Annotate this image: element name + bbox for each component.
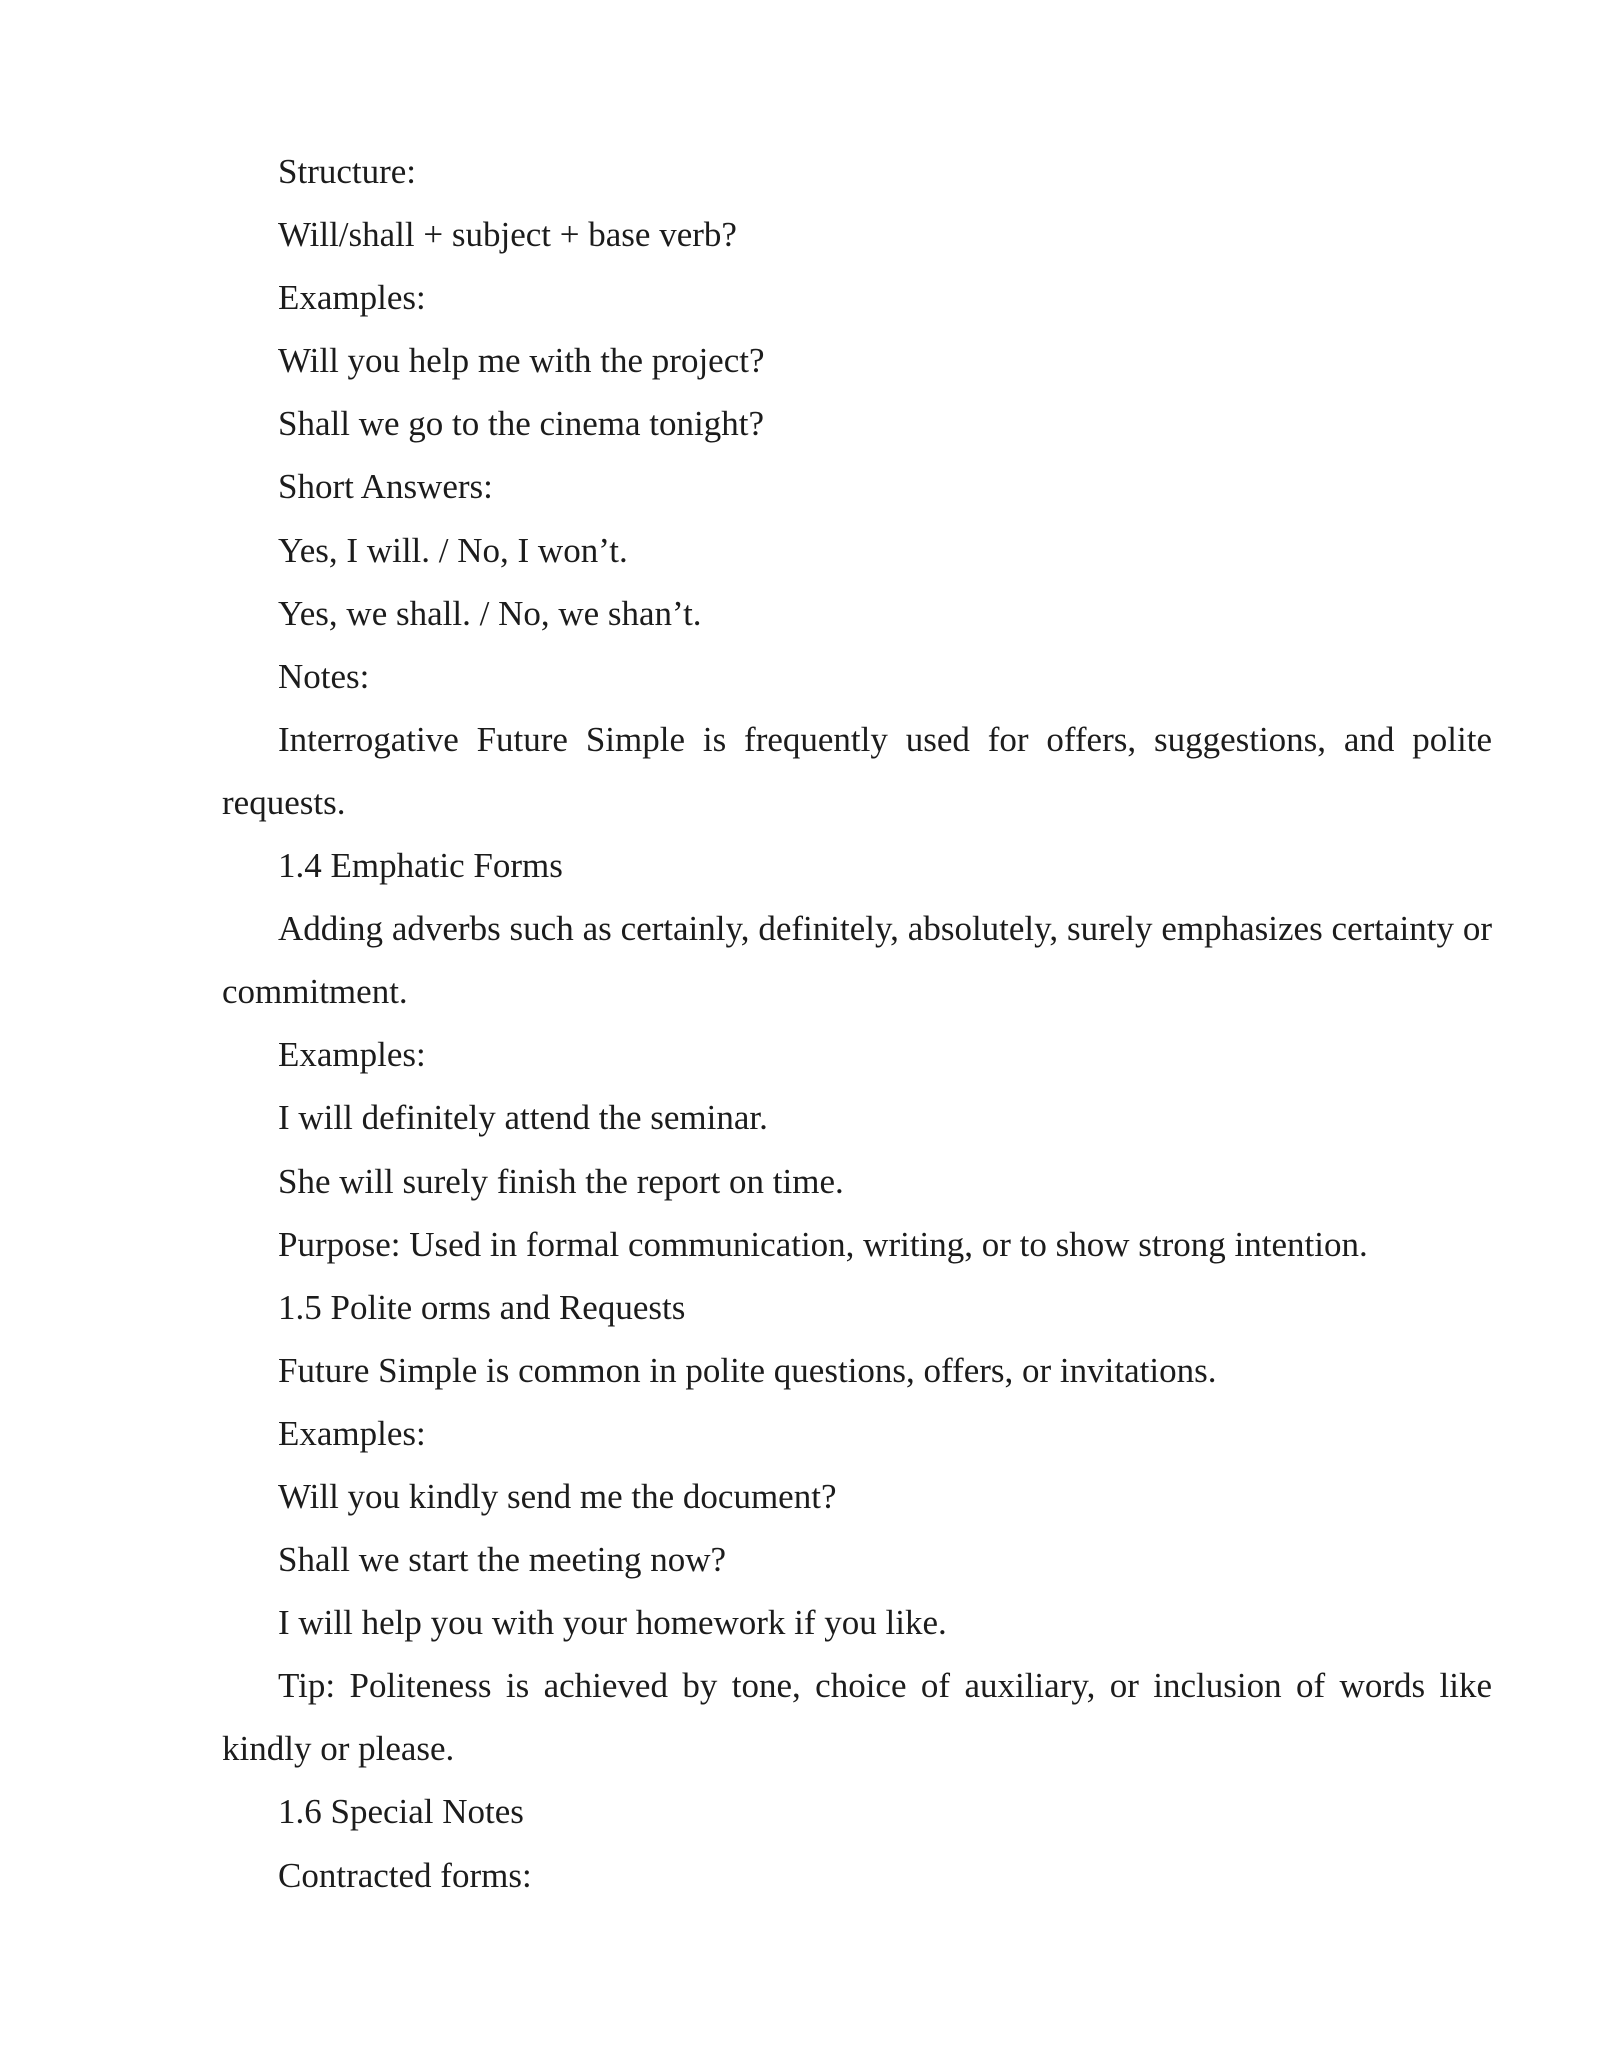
label-contracted-forms: Contracted forms: (278, 1855, 532, 1895)
section-heading: 1.6 Special Notes (278, 1792, 524, 1832)
section-heading: 1.5 Polite orms and Requests (278, 1287, 686, 1327)
label-examples: Examples: (278, 1035, 426, 1075)
section-heading: 1.4 Emphatic Forms (278, 846, 563, 886)
short-answer: Yes, we shall. / No, we shan’t. (278, 593, 702, 633)
tip-paragraph: Tip: Politeness is achieved by tone, choice of auxiliary, or inclusion of words like kindly or please. (222, 1666, 1492, 1769)
example-sentence: I will help you with your homework if you like. (278, 1603, 947, 1643)
example-sentence: I will definitely attend the seminar. (278, 1098, 768, 1138)
example-sentence: Will you kindly send me the document? (278, 1476, 837, 1516)
short-answer: Yes, I will. / No, I won’t. (278, 530, 628, 570)
document-body (222, 140, 1492, 1907)
purpose-paragraph: Purpose: Used in formal communication, writing, or to show strong intention. (278, 1224, 1368, 1264)
example-sentence: Shall we go to the cinema tonight? (278, 404, 765, 444)
notes-paragraph: Interrogative Future Simple is frequently used for offers, suggestions, and polite requests. (222, 719, 1492, 822)
label-examples: Examples: (278, 278, 426, 318)
label-short-answers: Short Answers: (278, 467, 493, 507)
label-notes: Notes: (278, 656, 370, 696)
example-sentence: She will surely finish the report on time. (278, 1161, 844, 1201)
example-sentence: Will you help me with the project? (278, 341, 765, 381)
section-paragraph: Future Simple is common in polite questions, offers, or invitations. (278, 1350, 1217, 1390)
section-paragraph: Adding adverbs such as certainly, definitely, absolutely, surely emphasizes certainty or commitment. (222, 909, 1492, 1012)
structure-formula: Will/shall + subject + base verb? (278, 215, 737, 255)
label-examples: Examples: (278, 1413, 426, 1453)
example-sentence: Shall we start the meeting now? (278, 1540, 727, 1580)
label-structure: Structure: (278, 152, 417, 191)
